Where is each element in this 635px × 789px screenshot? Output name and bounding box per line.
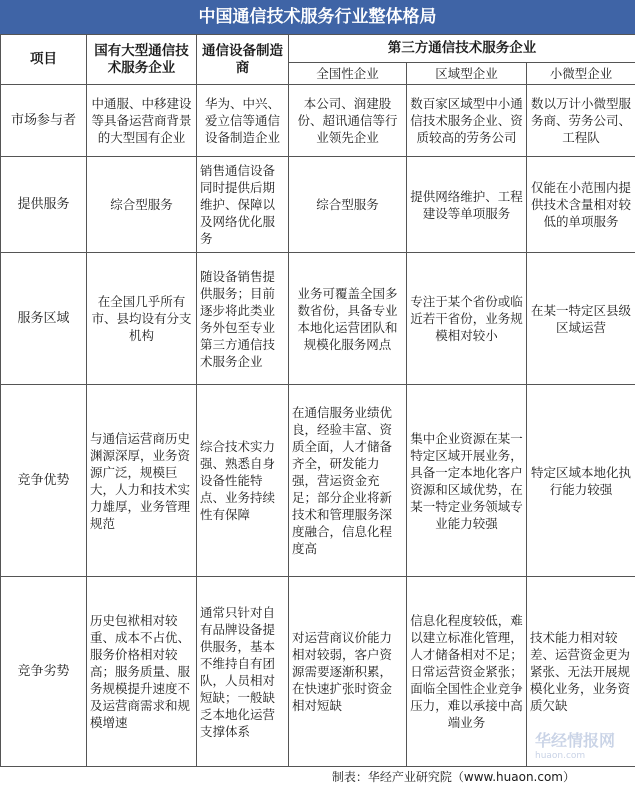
cell-soe: 综合型服务 bbox=[87, 157, 197, 253]
cell-soe: 在全国几乎所有市、县均设有分支机构 bbox=[87, 253, 197, 385]
row-label: 竞争劣势 bbox=[1, 577, 87, 767]
watermark-text: 华经情报网 bbox=[534, 731, 615, 750]
cell-soe: 历史包袱相对较重、成本不占优、服务价格相对较高；服务质量、服务规模提升速度不及运营商需求和规模增速 bbox=[87, 577, 197, 767]
table-title: 中国通信技术服务行业整体格局 bbox=[0, 0, 635, 34]
cell-national: 在通信服务业绩优良，经验丰富、资质全面，人才储备齐全，研发能力强，营运资金充足；部分企业将新技术和管理服务深度融合，信息化程度高 bbox=[289, 385, 407, 577]
cell-equipment-maker: 通常只针对自有品牌设备提供服务，基本不维持自有团队，人员相对短缺；一般缺乏本地化运营支撑体系 bbox=[197, 577, 289, 767]
watermark-subtext: huaon.com bbox=[534, 751, 586, 761]
cell-national: 对运营商议价能力相对较弱，客户资源需要逐渐积累，在快速扩张时资金相对短缺 bbox=[289, 577, 407, 767]
market-structure-table bbox=[0, 34, 635, 767]
cell-equipment-maker: 销售通信设备同时提供后期维护、保障以及网络优化服务 bbox=[197, 157, 289, 253]
cell-national: 本公司、润建股份、超讯通信等行业领先企业 bbox=[289, 85, 407, 157]
header-row-1 bbox=[1, 35, 635, 63]
cell-regional: 集中企业资源在某一特定区域开展业务，具备一定本地化客户资源和区域优势，在某一特定业务领域专业能力较强 bbox=[407, 385, 527, 577]
source-note: 制表：华经产业研究院（www.huaon.com） bbox=[331, 770, 575, 784]
cell-soe: 中通服、中移建设等具备运营商背景的大型国有企业 bbox=[87, 85, 197, 157]
cell-regional: 数百家区域型中小通信技术服务企业、资质较高的劳务公司 bbox=[407, 85, 527, 157]
cell-small: 特定区域本地化执行能力较强 bbox=[527, 385, 635, 577]
header-equipment-maker: 通信设备制造商 bbox=[197, 35, 289, 85]
cell-small: 技术能力相对较差、运营资金更为紧张、无法开展规模化业务，业务资质欠缺 bbox=[527, 577, 635, 767]
cell-soe: 与通信运营商历史渊源深厚，业务资源广泛，规模巨大，人力和技术实力雄厚，业务管理规范 bbox=[87, 385, 197, 577]
cell-small: 数以万计小微型服务商、劳务公司、工程队 bbox=[527, 85, 635, 157]
header-national: 全国性企业 bbox=[289, 63, 407, 85]
cell-equipment-maker: 华为、中兴、爱立信等通信设备制造企业 bbox=[197, 85, 289, 157]
cell-small: 仅能在小范围内提供技术含量相对较低的单项服务 bbox=[527, 157, 635, 253]
cell-regional: 专注于某个省份或临近若干省份，业务规模相对较小 bbox=[407, 253, 527, 385]
cell-regional: 信息化程度较低，难以建立标准化管理，人才储备相对不足；日常运营资金紧张；面临全国性企业竞争压力，难以承接中高端业务 bbox=[407, 577, 527, 767]
header-small: 小微型企业 bbox=[527, 63, 635, 85]
row-label: 竞争优势 bbox=[1, 385, 87, 577]
row-label: 提供服务 bbox=[1, 157, 87, 253]
row-label: 市场参与者 bbox=[1, 85, 87, 157]
cell-national: 综合型服务 bbox=[289, 157, 407, 253]
row-label: 服务区域 bbox=[1, 253, 87, 385]
watermark-logo bbox=[535, 728, 615, 761]
cell-national: 业务可覆盖全国多数省份，具备专业本地化运营团队和规模化服务网点 bbox=[289, 253, 407, 385]
cell-equipment-maker: 综合技术实力强、熟悉自身设备性能特点、业务持续性有保障 bbox=[197, 385, 289, 577]
cell-small: 在某一特定区县级区域运营 bbox=[527, 253, 635, 385]
header-regional: 区域型企业 bbox=[407, 63, 527, 85]
table-row bbox=[1, 385, 635, 577]
cell-regional: 提供网络维护、工程建设等单项服务 bbox=[407, 157, 527, 253]
header-soe: 国有大型通信技术服务企业 bbox=[87, 35, 197, 85]
cell-equipment-maker: 随设备销售提供服务；目前逐步将此类业务外包至专业第三方通信技术服务企业 bbox=[197, 253, 289, 385]
footer bbox=[0, 766, 635, 789]
header-third-party: 第三方通信技术服务企业 bbox=[289, 35, 635, 63]
header-item: 项目 bbox=[1, 35, 87, 85]
table-row bbox=[1, 85, 635, 157]
table-row bbox=[1, 157, 635, 253]
table-row bbox=[1, 253, 635, 385]
